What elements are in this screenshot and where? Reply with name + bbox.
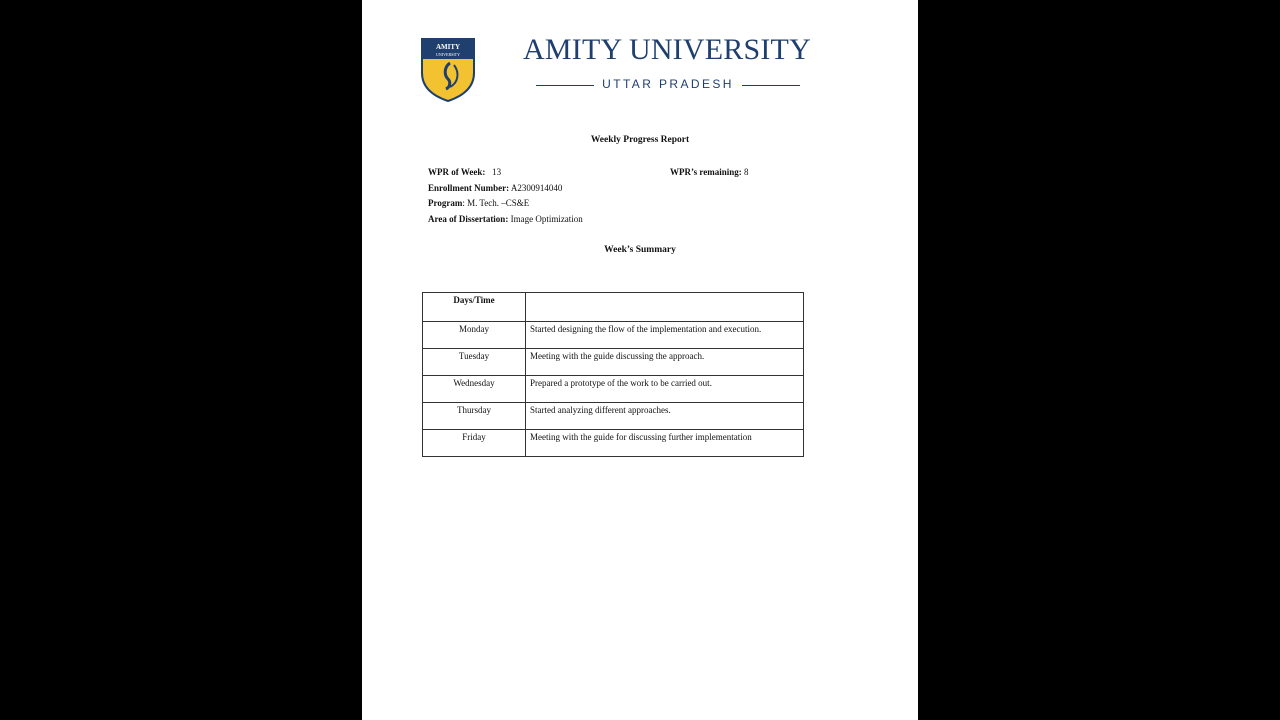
svg-text:UNIVERSITY: UNIVERSITY — [436, 52, 460, 57]
area-label: Area of Dissertation: — [428, 214, 509, 224]
desc-cell: Meeting with the guide for discussing further implementation — [526, 430, 804, 457]
area-field — [428, 214, 583, 224]
table-row — [423, 403, 804, 430]
document-page — [362, 0, 918, 720]
program-label: Program — [428, 198, 463, 208]
divider — [742, 85, 800, 86]
enrollment-label: Enrollment Number: — [428, 183, 510, 193]
day-cell: Wednesday — [423, 376, 526, 403]
amity-logo — [420, 37, 476, 102]
table-row — [423, 376, 804, 403]
enrollment-value: A2300914040 — [510, 183, 563, 193]
day-cell: Friday — [423, 430, 526, 457]
header-days: Days/Time — [423, 293, 526, 322]
svg-text:AMITY: AMITY — [435, 43, 461, 51]
wpr-remaining-field — [670, 167, 749, 177]
desc-cell: Started analyzing different approaches. — [526, 403, 804, 430]
day-cell: Thursday — [423, 403, 526, 430]
table-header-row — [423, 293, 804, 322]
wpr-week-label: WPR of Week: — [428, 167, 486, 177]
table-row — [423, 430, 804, 457]
wpr-week-field — [428, 167, 501, 177]
wpr-week-value: 13 — [492, 167, 502, 177]
report-title: Weekly Progress Report — [590, 135, 690, 145]
wpr-remaining-value: 8 — [744, 167, 749, 177]
summary-title: Week’s Summary — [604, 245, 676, 255]
day-cell: Monday — [423, 322, 526, 349]
campus-line — [536, 76, 800, 94]
desc-cell: Meeting with the guide discussing the approach. — [526, 349, 804, 376]
campus-name: UTTAR PRADESH — [602, 77, 734, 91]
wpr-remaining-label: WPR’s remaining: — [670, 167, 742, 177]
desc-cell: Prepared a prototype of the work to be carried out. — [526, 376, 804, 403]
table-row — [423, 349, 804, 376]
desc-cell: Started designing the flow of the implementation and execution. — [526, 322, 804, 349]
program-value: : M. Tech. –CS&E — [462, 198, 530, 208]
header-desc — [526, 293, 804, 322]
program-field — [428, 198, 529, 208]
area-value: Image Optimization — [510, 214, 583, 224]
divider — [536, 85, 594, 86]
day-cell: Tuesday — [423, 349, 526, 376]
table-row — [423, 322, 804, 349]
university-name: AMITY UNIVERSITY — [523, 33, 811, 66]
summary-table — [422, 292, 804, 457]
enrollment-field — [428, 183, 562, 193]
